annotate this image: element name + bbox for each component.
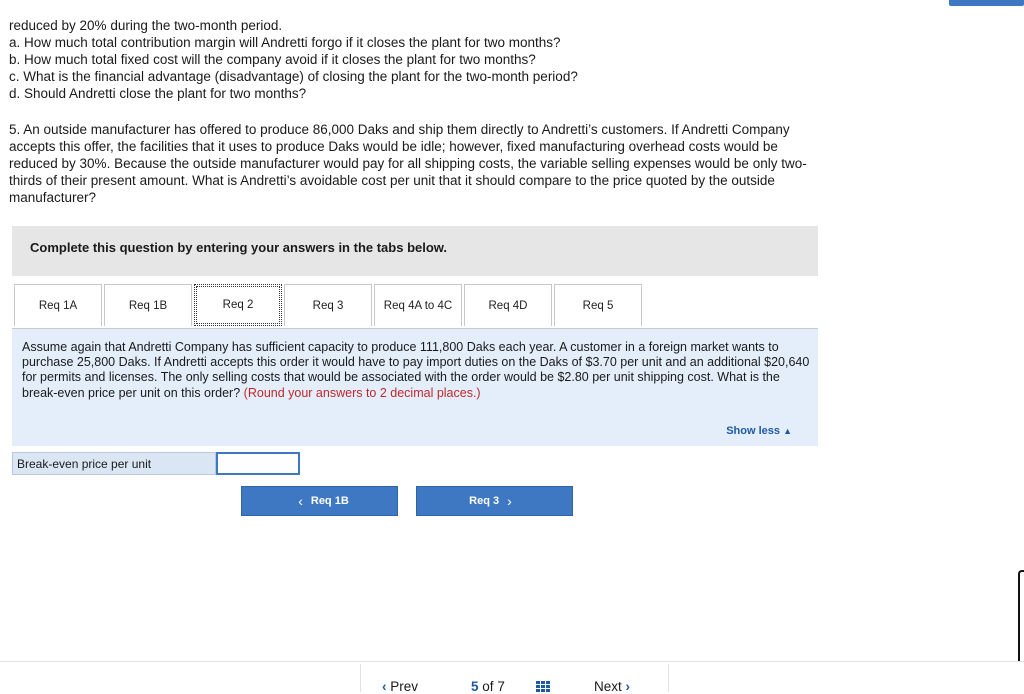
grid-icon[interactable]	[536, 681, 551, 692]
tab-req-4d[interactable]	[464, 284, 552, 326]
tab-req-3[interactable]	[284, 284, 372, 326]
pager-divider	[668, 664, 669, 692]
question-line: reduced by 20% during the two-month period.	[9, 18, 283, 33]
instructions-box	[12, 226, 818, 276]
chevron-right-icon: ›	[507, 493, 512, 509]
tab-label: Req 4A to 4C	[383, 299, 453, 312]
panel-question	[22, 340, 812, 401]
show-less-label: Show less	[726, 425, 781, 437]
break-even-input[interactable]	[216, 452, 300, 475]
question-line: reduced by 30%. Because the outside manufacturer would pay for all shipping costs, the variable selling expenses would be only two-	[9, 156, 807, 171]
current-page: 5	[471, 679, 479, 694]
question-item-4d: d. Should Andretti close the plant for two months?	[9, 86, 307, 101]
tab-label: Req 3	[312, 299, 344, 312]
pager-divider	[360, 664, 361, 692]
top-accent-bar	[949, 0, 1024, 6]
tab-label: Req 4D	[488, 299, 528, 312]
question-part-5	[9, 121, 807, 206]
break-even-label: Break-even price per unit	[12, 452, 216, 475]
tab-req-4a-4c[interactable]	[374, 284, 462, 326]
panel-question-text: Assume again that Andretti Company has sufficient capacity to produce 111,800 Daks each year. A customer in a foreign market wants to purchase 25,800 Daks. If Andretti accepts this order it would have to pay import duties on the Daks of $3.70 per unit and an additional $20,640 for permits and licenses. The only selling costs that would be associated with the order would be $2.80 per unit shipping cost. What is the break-even price per unit on this order?	[22, 340, 810, 400]
question-item-4a: a. How much total contribution margin will Andretti forgo if it closes the plant for two months?	[9, 35, 561, 50]
tab-label: Req 5	[582, 299, 614, 312]
chevron-left-icon: ‹	[382, 679, 387, 694]
tab-req-1a[interactable]	[14, 284, 102, 326]
tab-label: Req 1B	[128, 299, 168, 312]
question-line: 5. An outside manufacturer has offered to produce 86,000 Daks and ship them directly to Andretti’s customers. If Andretti Company	[9, 122, 790, 137]
prev-req-button[interactable]	[241, 486, 398, 516]
chevron-left-icon: ‹	[298, 493, 303, 509]
tab-req-2[interactable]	[194, 284, 282, 326]
rounding-note: (Round your answers to 2 decimal places.)	[243, 385, 481, 400]
req-tabs	[14, 284, 644, 328]
chevron-right-icon: ›	[625, 679, 631, 694]
tab-req-5[interactable]	[554, 284, 642, 326]
question-line: manufacturer?	[9, 190, 97, 205]
next-req-label: Req 3	[469, 495, 500, 507]
question-line: accepts this offer, the facilities that it uses to produce Daks would be idle; however, fixed manufacturing overhead costs would be	[9, 139, 778, 154]
req-2-panel	[12, 329, 818, 446]
question-text	[9, 17, 578, 102]
pager-next-label: Next	[594, 679, 622, 694]
bottom-pager-bar	[0, 661, 1024, 693]
tab-label: Req 1A	[38, 299, 78, 312]
next-req-button[interactable]	[416, 486, 573, 516]
show-less-link[interactable]	[726, 425, 792, 437]
pager-prev-label: Prev	[390, 679, 419, 694]
instructions-text: Complete this question by entering your answers in the tabs below.	[30, 240, 448, 255]
total-pages: 7	[497, 679, 505, 694]
question-item-4c: c. What is the financial advantage (disadvantage) of closing the plant for the two-month period?	[9, 69, 578, 84]
page-of: of	[482, 679, 494, 694]
triangle-up-icon: ▲	[783, 426, 792, 436]
tab-req-1b[interactable]	[104, 284, 192, 326]
tab-label: Req 2	[222, 299, 254, 311]
side-scroll-handle[interactable]	[1018, 570, 1024, 666]
question-line: thirds of their present amount. What is Andretti’s avoidable cost per unit that it should compare to the price quoted by the outside	[9, 173, 775, 188]
question-item-4b: b. How much total fixed cost will the company avoid if it closes the plant for two months?	[9, 52, 536, 67]
prev-req-label: Req 1B	[310, 495, 349, 507]
